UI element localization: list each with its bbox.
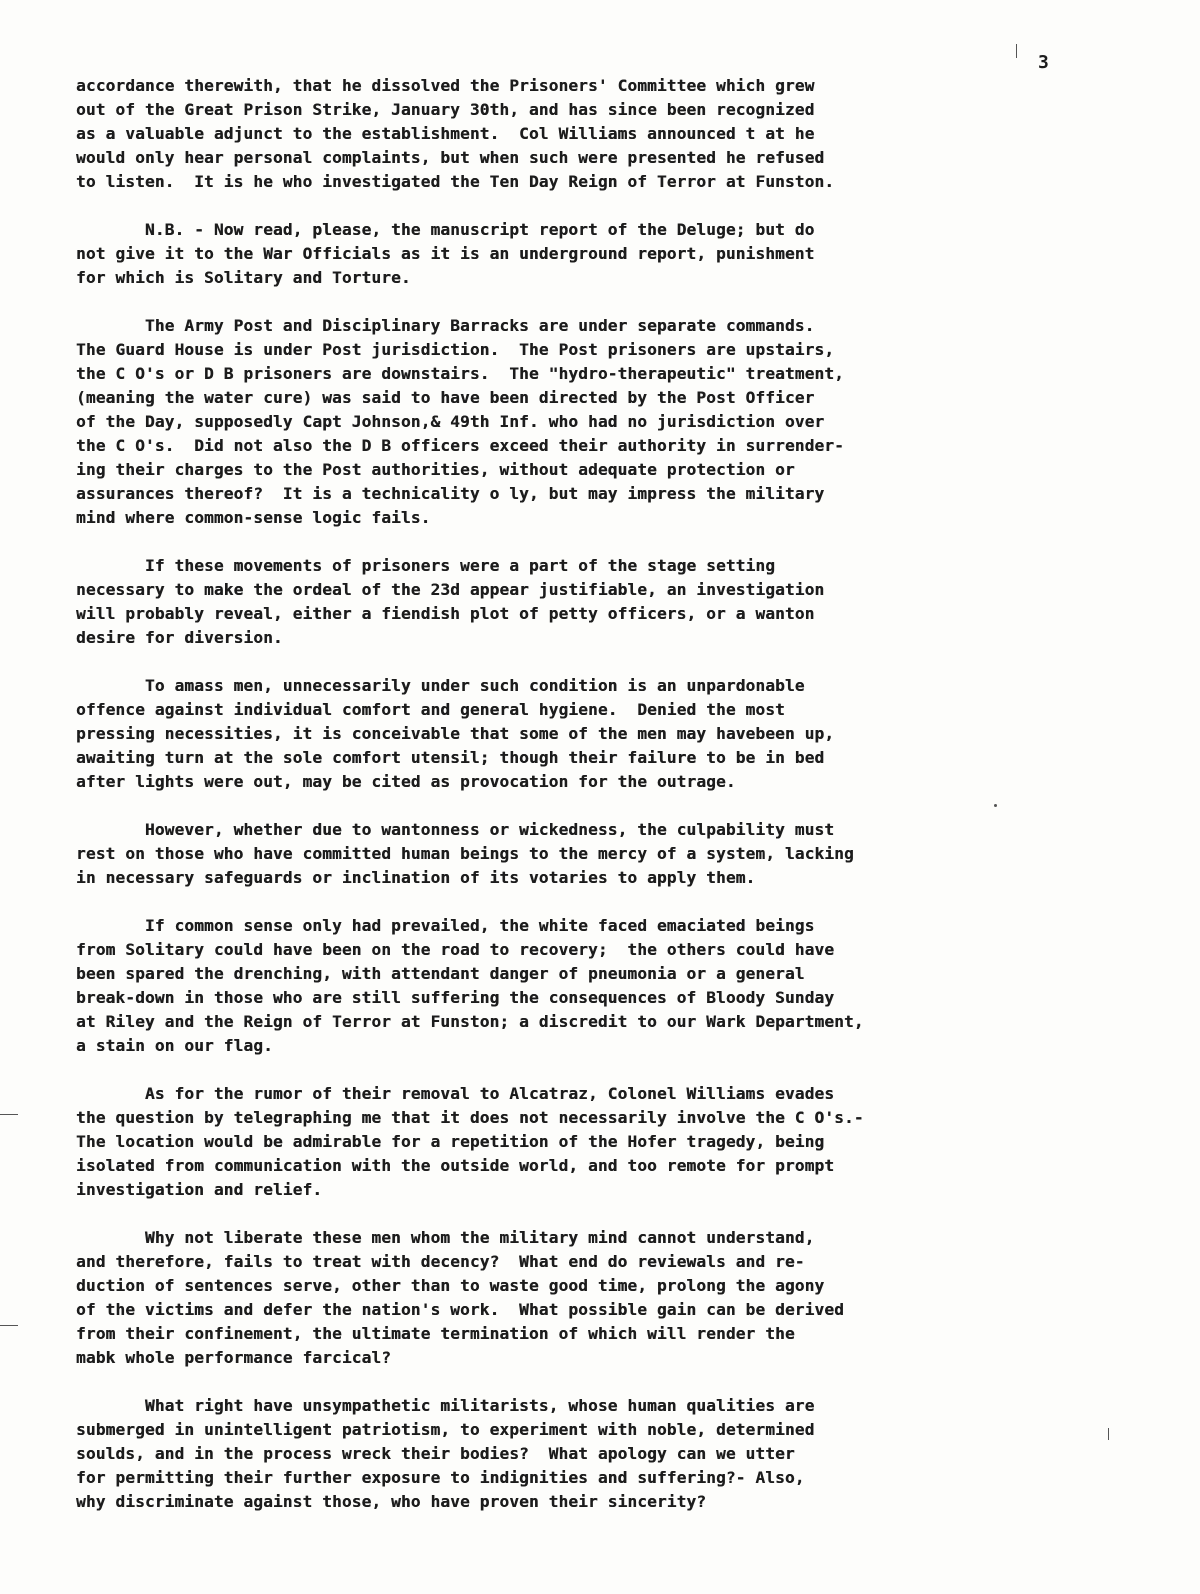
text-line: However, whether due to wantonness or wickedness, the culpability must [76, 820, 835, 839]
text-line: duction of sentences serve, other than to waste good time, prolong the agony [76, 1276, 825, 1295]
paragraph [76, 74, 1076, 194]
scan-mark [994, 804, 997, 807]
paragraph [76, 818, 1076, 890]
text-line: As for the rumor of their removal to Alcatraz, Colonel Williams evades [76, 1084, 835, 1103]
paragraph [76, 674, 1076, 794]
text-line: will probably reveal, either a fiendish plot of petty officers, or a wanton [76, 604, 815, 623]
text-line: not give it to the War Officials as it is an underground report, punishment [76, 244, 815, 263]
paragraph [76, 1394, 1076, 1514]
paragraph [76, 218, 1076, 290]
paragraph [76, 914, 1076, 1058]
scan-mark [0, 1325, 18, 1326]
text-line: submerged in unintelligent patriotism, to experiment with noble, determined [76, 1420, 815, 1439]
text-line: from their confinement, the ultimate termination of which will render the [76, 1324, 795, 1343]
text-line: The Guard House is under Post jurisdiction. The Post prisoners are upstairs, [76, 340, 835, 359]
text-line: If common sense only had prevailed, the white faced emaciated beings [76, 916, 815, 935]
text-line: out of the Great Prison Strike, January 30th, and has since been recognized [76, 100, 815, 119]
text-line: The location would be admirable for a repetition of the Hofer tragedy, being [76, 1132, 825, 1151]
text-line: of the Day, supposedly Capt Johnson,& 49th Inf. who had no jurisdiction over [76, 412, 825, 431]
text-line: in necessary safeguards or inclination of its votaries to apply them. [76, 868, 756, 887]
text-line: mind where common-sense logic fails. [76, 508, 431, 527]
text-line: assurances thereof? It is a technicality o ly, but may impress the military [76, 484, 825, 503]
scan-mark [1016, 44, 1017, 58]
paragraph [76, 554, 1076, 650]
scan-mark [0, 1114, 18, 1115]
text-line: the question by telegraphing me that it does not necessarily involve the C O's.- [76, 1108, 864, 1127]
text-line: N.B. - Now read, please, the manuscript report of the Deluge; but do [76, 220, 815, 239]
text-line: and therefore, fails to treat with decency? What end do reviewals and re- [76, 1252, 805, 1271]
text-line: would only hear personal complaints, but when such were presented he refused [76, 148, 825, 167]
scan-mark [1108, 1428, 1109, 1440]
text-line: pressing necessities, it is conceivable that some of the men may havebeen up, [76, 724, 835, 743]
text-line: desire for diversion. [76, 628, 283, 647]
text-line: of the victims and defer the nation's work. What possible gain can be derived [76, 1300, 844, 1319]
text-line: What right have unsympathetic militarists, whose human qualities are [76, 1396, 815, 1415]
text-line: The Army Post and Disciplinary Barracks are under separate commands. [76, 316, 815, 335]
text-line: Why not liberate these men whom the military mind cannot understand, [76, 1228, 815, 1247]
text-line: the C O's. Did not also the D B officers exceed their authority in surrender- [76, 436, 844, 455]
text-line: as a valuable adjunct to the establishment. Col Williams announced t at he [76, 124, 815, 143]
text-line: necessary to make the ordeal of the 23d appear justifiable, an investigation [76, 580, 825, 599]
text-line: investigation and relief. [76, 1180, 323, 1199]
text-line: for which is Solitary and Torture. [76, 268, 411, 287]
letter-body [76, 74, 1076, 1538]
text-line: at Riley and the Reign of Terror at Funston; a discredit to our Wark Department, [76, 1012, 864, 1031]
text-line: accordance therewith, that he dissolved the Prisoners' Committee which grew [76, 76, 815, 95]
text-line: offence against individual comfort and general hygiene. Denied the most [76, 700, 785, 719]
text-line: isolated from communication with the outside world, and too remote for prompt [76, 1156, 835, 1175]
text-line: ing their charges to the Post authorities, without adequate protection or [76, 460, 795, 479]
text-line: To amass men, unnecessarily under such condition is an unpardonable [76, 676, 805, 695]
paragraph [76, 1226, 1076, 1370]
text-line: awaiting turn at the sole comfort utensil; though their failure to be in bed [76, 748, 825, 767]
text-line: a stain on our flag. [76, 1036, 273, 1055]
page-number: 3 [1038, 52, 1049, 73]
text-line: If these movements of prisoners were a part of the stage setting [76, 556, 776, 575]
text-line: been spared the drenching, with attendant danger of pneumonia or a general [76, 964, 805, 983]
text-line: (meaning the water cure) was said to have been directed by the Post Officer [76, 388, 815, 407]
text-line: for permitting their further exposure to indignities and suffering?- Also, [76, 1468, 805, 1487]
paragraph [76, 1082, 1076, 1202]
text-line: rest on those who have committed human beings to the mercy of a system, lacking [76, 844, 854, 863]
text-line: why discriminate against those, who have proven their sincerity? [76, 1492, 707, 1511]
text-line: from Solitary could have been on the road to recovery; the others could have [76, 940, 835, 959]
text-line: after lights were out, may be cited as provocation for the outrage. [76, 772, 736, 791]
text-line: to listen. It is he who investigated the Ten Day Reign of Terror at Funston. [76, 172, 835, 191]
text-line: mabk whole performance farcical? [76, 1348, 392, 1367]
text-line: soulds, and in the process wreck their bodies? What apology can we utter [76, 1444, 795, 1463]
text-line: break-down in those who are still suffering the consequences of Bloody Sunday [76, 988, 835, 1007]
paragraph [76, 314, 1076, 530]
text-line: the C O's or D B prisoners are downstairs. The "hydro-therapeutic" treatment, [76, 364, 844, 383]
